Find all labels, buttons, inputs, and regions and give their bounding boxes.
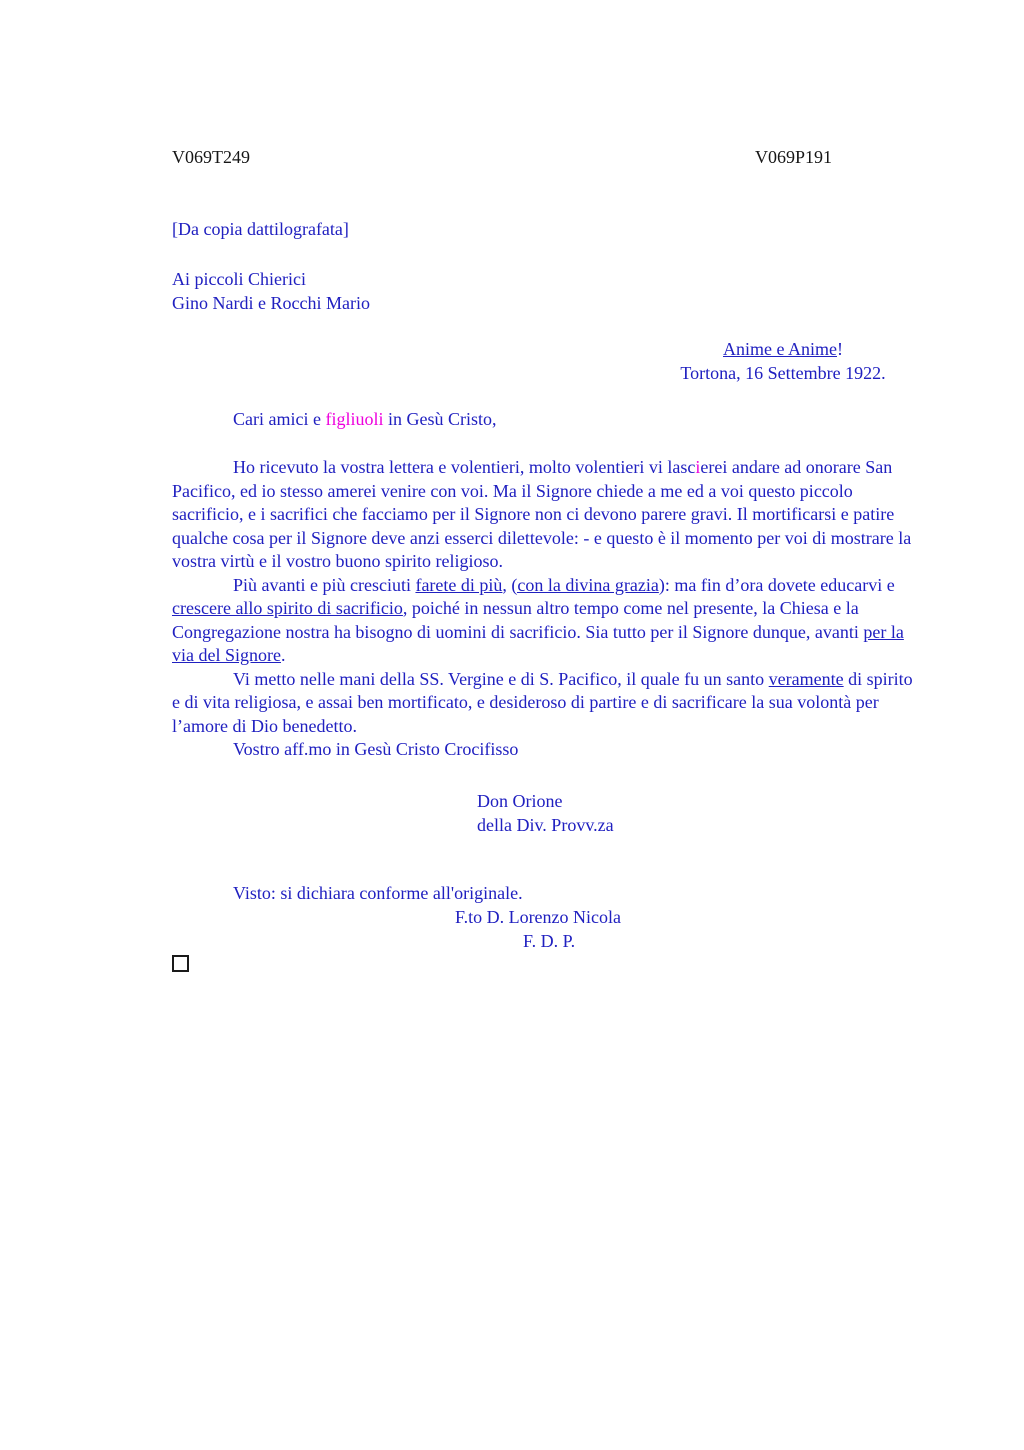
motto-dateline-block	[563, 338, 1003, 385]
recipients-block: Ai piccoli Chierici Gino Nardi e Rocchi Mario	[172, 269, 370, 313]
signature-block: Don Orione della Div. Provv.za	[477, 791, 614, 835]
source-note: [Da copia dattilografata]	[172, 219, 349, 239]
attestation-line: Visto: si dichiara conforme all'originale.	[233, 883, 523, 903]
dateline: Tortona, 16 Settembre 1922.	[680, 362, 886, 383]
archive-code-left: V069T249	[172, 147, 250, 167]
motto: Anime e Anime!	[723, 339, 843, 359]
salutation: Cari amici e figliuoli in Gesù Cristo,	[233, 409, 497, 429]
closing-line: Vostro aff.mo in Gesù Cristo Crocifisso	[233, 739, 519, 759]
attestation-signature: F.to D. Lorenzo Nicola	[455, 907, 622, 927]
paragraph-1: Ho ricevuto la vostra lettera e volentieri, molto volentieri vi lascierei andare ad onorare San Pacifico, ed io stesso amerei venire con voi. Ma il Signore chiede a me ed a voi questo piccolo sacrificio, e i sacrifici che facciamo per il Signore non ci devono parere gravi. Il mortificarsi e patire qualche cosa per il Signore deve anzi esserci dilettevole: - e questo è il momento per voi di mostrare la vostra virtù e il vostro buono spirito religioso.	[172, 457, 912, 571]
paragraph-3: Vi metto nelle mani della SS. Vergine e di S. Pacifico, il quale fu un santo veramente di spirito e di vita religiosa, e assai ben mortificato, e desideroso di partire e di sacrificare la sua volontà per l’amore di Dio benedetto.	[172, 668, 913, 736]
letter-body	[172, 456, 924, 762]
archive-code-right: V069P191	[755, 147, 833, 167]
end-of-document-square-icon	[172, 955, 189, 972]
paragraph-2: Più avanti e più cresciuti farete di più, (con la divina grazia): ma fin d’ora dovete educarvi e crescere allo spirito di sacrificio, poiché in nessun altro tempo come nel presente, la Chiesa e la Congregazione nostra ha bisogno di uomini di sacrificio. Sia tutto per il Signore dunque, avanti per la via del Signore.	[172, 574, 904, 665]
attestation-org: F. D. P.	[523, 931, 576, 951]
